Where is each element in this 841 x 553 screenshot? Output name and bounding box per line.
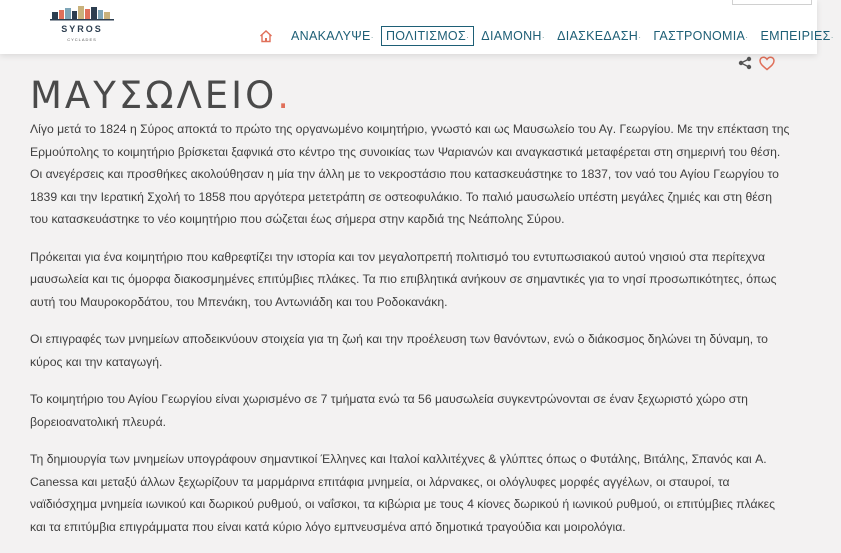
nav-item-experiences[interactable]: ΕΜΠΕΙΡΙΕΣ·: [760, 29, 834, 43]
article-paragraph-2: Πρόκειται για ένα κοιμητήριο που καθρεφτίζει την ιστορία και τον μεγαλοπρεπή πολιτισμό του εντυπωσιακού αυτού νησιού στα περίτεχνα μαυσωλεία και τις όμορφα διακοσμημένες επιτύμβιες πλάκες. Τα πιο επιβλητικά ανήκουν σε σημαντικές για το νησί προσωπικότητες, όπως αυτή του Μαυροκορδάτου, του Μπενάκη, του Αντωνιάδη και του Ροδοκανάκη.: [30, 249, 777, 309]
article-paragraph-4: Το κοιμητήριο του Αγίου Γεωργίου είναι χωρισμένο σε 7 τμήματα ενώ τα 56 μαυσωλεία συγκεντρώνονται σε έναν ξεχωριστό χώρο στη βορειοανατολική πλευρά.: [30, 392, 748, 429]
nav-item-gastronomy[interactable]: ΓΑΣΤΡΟΝΟΜΙΑ·: [653, 29, 749, 43]
logo-houses-graphic: [48, 0, 116, 24]
top-utility-box: [732, 0, 812, 5]
page-title: ΜΑΥΣΩΛΕΙΟ.: [30, 73, 292, 117]
nav-item-discover[interactable]: ΑΝΑΚΑΛΥΨΕ·: [291, 29, 374, 43]
page-actions: [737, 55, 781, 71]
nav-item-entertainment[interactable]: ΔΙΑΣΚΕΔΑΣΗ·: [557, 29, 642, 43]
home-icon[interactable]: [258, 28, 274, 44]
article-paragraph-1: Λίγο μετά το 1824 η Σύρος αποκτά το πρώτο της οργανωμένο κοιμητήριο, γνωστό και ως Μαυσωλείο του Αγ. Γεωργίου. Με την επέκταση της Ερμούπολης το κοιμητήριο βρίσκεται ξαφνικά στο κέντρο της συνοικίας των Ψαριανών και αναγκαστικά μεταφέρεται στη σημερινή του θέση. Οι ανεγέρσεις και προσθήκες ακολούθησαν η μία την άλλη με το νεκροστάσιο που κατασκευάστηκε το 1837, τον ναό του Αγίου Γεωργίου το 1839 και την Ιερατική Σχολή το 1858 που αργότερα μετετράπη σε οστεοφυλάκιο. Το παλιό μαυσωλείο υπέστη μεγάλες ζημιές και στη θέση του κατασκευάστηκε το νέο κοιμητήριο που σώζεται έως σήμερα στην καρδιά της Νεάπολης Σύρου.: [30, 122, 790, 226]
heart-icon[interactable]: [759, 55, 775, 71]
article-paragraph-5: Τη δημιουργία των μνημείων υπογράφουν σημαντικοί Έλληνες και Ιταλοί καλλιτέχνες & γλύπτες όπως ο Φυτάλης, Βιτάλης, Σπανός και A. Canessa και μεταξύ άλλων ξεχωρίζουν τα μαρμάρινα επιτάφια μνημεία, οι λάρνακες, οι ολόγλυφες μορφές αγγέλων, οι σταυροί, τα ναϊδιόσχημα μνημεία ιωνικού και δωρικού ρυθμού, οι ναΐσκοι, τα κιβώρια με τους 4 κίονες δωρικού ή ιωνικού ρυθμού, οι επιτύμβιες πλάκες και τα επιτύμβια επιγράμματα που είναι κατά κύριο λόγο εμπνευσμένα από δημοτικά τραγούδια και μοιρολόγια.: [30, 452, 775, 534]
main-nav: [258, 24, 841, 48]
nav-item-accommodation[interactable]: ΔΙΑΜΟΝΗ·: [481, 29, 546, 43]
logo-tagline: CYCLADES: [67, 37, 97, 42]
nav-item-culture[interactable]: ΠΟΛΙΤΙΣΜΟΣ·: [381, 26, 474, 46]
site-logo[interactable]: [48, 0, 116, 50]
share-icon[interactable]: [737, 55, 753, 71]
logo-text: SYROS: [61, 24, 103, 34]
title-accent-dot: .: [277, 73, 292, 117]
article-body: [30, 118, 790, 553]
article-paragraph-3: Οι επιγραφές των μνημείων αποδεικνύουν στοιχεία για τη ζωή και την προέλευση των θανόντων, ενώ ο διάκοσμος δηλώνει τη δύναμη, το κύρος και την καταγωγή.: [30, 332, 768, 369]
site-header: [0, 0, 834, 54]
